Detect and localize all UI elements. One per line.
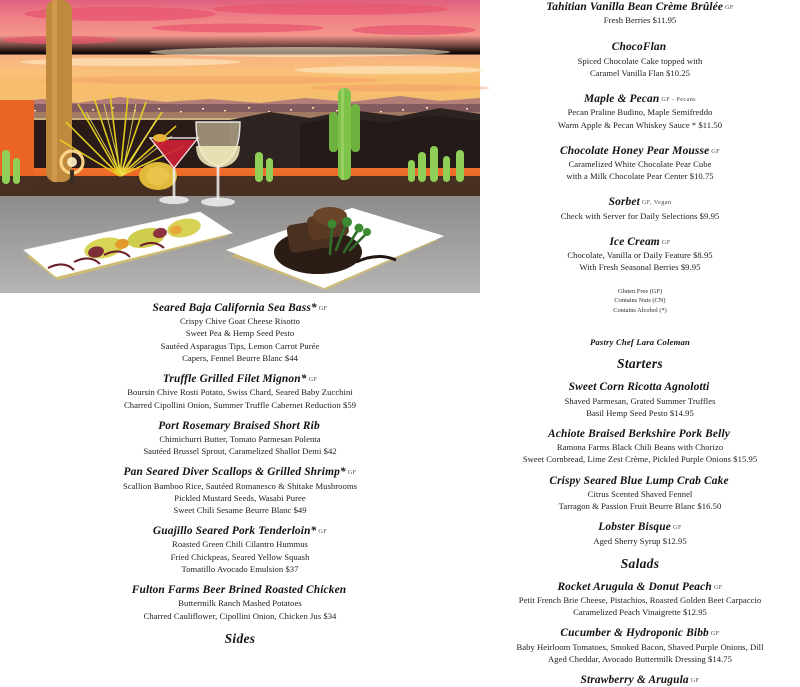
item-name: ChocoFlan: [611, 41, 667, 54]
item-description: Baby Heirloom Tomatoes, Smoked Bacon, Shaved Purple Onions, Dill: [516, 641, 764, 652]
item-description: Roasted Green Chili Cilantro Hummus: [172, 539, 308, 550]
item-description: Sweet Chili Sesame Beurre Blanc $49: [173, 505, 307, 516]
menu-item: [18, 465, 462, 516]
item-description: Citrus Scented Shaved Fennel: [587, 488, 693, 499]
entrees-spacer: [18, 293, 462, 301]
legend-line: Gluten Free (GF): [617, 287, 663, 295]
item-description: Check with Server for Daily Selections $9.95: [560, 210, 720, 221]
menu-item: [498, 626, 782, 665]
legend-line: Contains Alcohol (*): [613, 307, 667, 315]
item-description: Sweet Cornbread, Lime Zest Crème, Pickled Purple Onions $15.95: [522, 454, 758, 465]
menu-item: [488, 144, 792, 183]
item-name: Seared Baja California Sea Bass* GF: [152, 302, 328, 314]
dietary-tag: GF - Pecans: [661, 96, 696, 104]
item-description: Warm Apple & Pecan Whiskey Sauce * $11.50: [557, 119, 723, 130]
dietary-tag: GF: [318, 305, 328, 312]
item-name: Cucumber & Hydroponic Bibb GF: [560, 627, 720, 640]
item-description: Chimichurri Butter, Tomato Parmesan Polenta: [159, 433, 321, 444]
dietary-tag: GF: [347, 469, 357, 477]
item-name: Chocolate Honey Pear Mousse GF: [560, 144, 720, 157]
item-description: Shaved Parmesan, Grated Summer Truffles: [564, 395, 716, 406]
item-name: Strawberry & Arugula GF: [580, 674, 700, 687]
dietary-tag: GF: [711, 147, 720, 155]
item-description: Aged Cheddar, Avocado Buttermilk Dressing $14.75: [547, 653, 732, 664]
starters-section: [480, 356, 800, 687]
legend-line: Contains Nuts (CN): [614, 297, 666, 305]
menu-item: [498, 580, 782, 619]
item-description: Chocolate, Vanilla or Daily Feature $8.95: [567, 250, 713, 261]
menu-item: [18, 583, 462, 622]
item-description: Scallion Bamboo Rice, Sautéed Romanesco & Shitake Mushrooms: [123, 480, 357, 491]
menu-item: [18, 372, 462, 411]
item-description: Sweet Pea & Hemp Seed Pesto: [185, 328, 295, 339]
dietary-tag: GF: [661, 238, 671, 246]
item-description: Charred Cauliflower, Cipollini Onion, Chicken Jus $34: [143, 610, 337, 621]
menu-item: [498, 427, 782, 466]
menu-item: [18, 301, 462, 364]
item-name: Maple & Pecan GF - Pecans: [583, 93, 696, 106]
dietary-tag: GF: [713, 583, 723, 591]
item-description: Ramona Farms Black Chili Beans with Chorizo: [556, 442, 724, 453]
item-description: Crispy Chive Goat Cheese Risotto: [180, 316, 300, 327]
item-name: Lobster Bisque GF: [598, 521, 682, 534]
dietary-legend: [488, 287, 792, 317]
right-page-column: [480, 0, 800, 687]
item-description: Petit French Brie Cheese, Pistachios, Roasted Golden Beet Carpaccio: [518, 594, 762, 605]
pastry-chef-credit: Pastry Chef Lara Coleman: [589, 337, 691, 348]
item-name: Achiote Braised Berkshire Pork Belly: [548, 427, 730, 440]
item-description: Basil Hemp Seed Pesto $14.95: [586, 407, 694, 418]
hero-photo-artwork: [0, 0, 480, 293]
menu-item: [488, 195, 792, 221]
item-description: With Fresh Seasonal Berries $9.95: [579, 262, 701, 273]
item-name: Sorbet GF, Vegan: [608, 196, 672, 209]
dietary-tag: GF: [308, 376, 318, 384]
item-description: Tarragon & Passion Fruit Beurre Blanc $16.50: [558, 501, 722, 512]
item-description: Caramelized Peach Vinaigrette $12.95: [573, 607, 707, 618]
desert-sunset-patio-dining-photo: [0, 0, 480, 293]
item-name: Crispy Seared Blue Lump Crab Cake: [549, 474, 729, 487]
sides-heading: Sides: [224, 630, 256, 646]
menu-item: [18, 419, 462, 458]
item-description: Aged Sherry Syrup $12.95: [593, 535, 687, 546]
item-name: Fulton Farms Beer Brined Roasted Chicken: [131, 584, 347, 597]
item-name: Guajillo Seared Pork Tenderloin* GF: [152, 525, 328, 538]
item-name: Rocket Arugula & Donut Peach GF: [557, 580, 723, 593]
dietary-tag: GF: [725, 4, 734, 11]
item-description: Fried Chickpeas, Seared Yellow Squash: [170, 551, 310, 562]
item-name: Truffle Grilled Filet Mignon* GF: [162, 373, 318, 386]
item-description: Capers, Fennel Beurre Blanc $44: [182, 352, 298, 363]
item-name: Ice Cream GF: [609, 235, 671, 248]
item-name: Sweet Corn Ricotta Agnolotti: [568, 381, 710, 394]
item-description: Charred Cipollini Onion, Summer Truffle Cabernet Reduction $59: [123, 399, 357, 410]
menu-item: [488, 92, 792, 131]
item-description: Buttermilk Ranch Mashed Potatoes: [178, 598, 302, 609]
item-description: Caramelized White Chocolate Pear Cube: [568, 159, 712, 170]
menu-item: [498, 474, 782, 513]
dietary-tag: GF, Vegan: [641, 199, 672, 207]
item-name: Port Rosemary Braised Short Rib: [158, 419, 320, 432]
starters-heading: Starters: [617, 356, 663, 372]
menu-item: [488, 40, 792, 79]
item-description: Boursin Chive Rosti Potato, Swiss Chard, Seared Baby Zucchini: [127, 387, 353, 398]
item-description: Pecan Praline Budino, Maple Semifreddo: [567, 107, 713, 118]
item-name: Pan Seared Diver Scallops & Grilled Shrimp* GF: [123, 466, 357, 479]
item-description: with a Milk Chocolate Pear Center $10.75: [566, 171, 714, 182]
menu-item: [498, 380, 782, 419]
menu-item: [488, 0, 792, 26]
item-name: Tahitian Vanilla Bean Crème Brûlée GF: [546, 1, 734, 13]
menu-item: [18, 524, 462, 575]
entrees-section: [0, 293, 480, 647]
item-description: Spiced Chocolate Cake topped with: [577, 55, 703, 66]
item-description: Tomatillo Avocado Emulsion $37: [181, 563, 299, 574]
dietary-tag: GF: [710, 630, 720, 638]
item-description: Fresh Berries $11.95: [603, 15, 677, 26]
menu-item: [498, 673, 782, 687]
item-description: Pickled Mustard Seeds, Wasabi Puree: [174, 492, 306, 503]
item-description: Caramel Vanilla Flan $10.25: [589, 67, 690, 78]
dietary-tag: GF: [690, 677, 700, 685]
dietary-tag: GF: [318, 528, 328, 536]
item-description: Sautéed Brussel Sprout, Caramelized Shallot Demi $42: [143, 446, 337, 457]
desserts-section: [480, 0, 800, 347]
salads-heading: Salads: [620, 555, 660, 571]
item-description: Sautéed Asparagus Tips, Lemon Carrot Purée: [160, 340, 320, 351]
menu-item: [498, 520, 782, 546]
dietary-tag: GF: [672, 524, 682, 532]
menu-item: [488, 235, 792, 274]
